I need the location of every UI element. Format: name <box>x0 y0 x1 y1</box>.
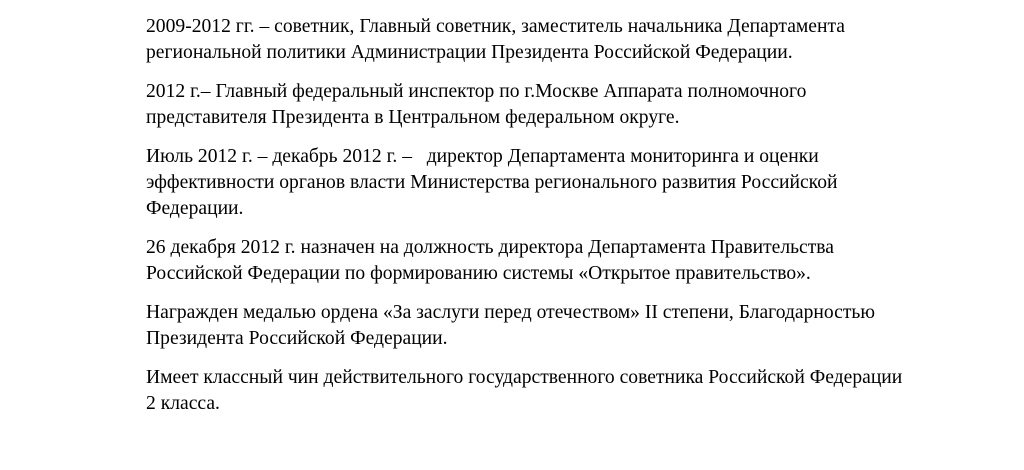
text-line: эффективности органов власти Министерства регионального развития Российской <box>146 172 838 193</box>
paragraph-appointment-open-government <box>146 235 976 287</box>
text-line: 2009-2012 гг. – советник, Главный советник, заместитель начальника Департамента <box>146 16 845 37</box>
text-line: Федерации. <box>146 198 244 219</box>
paragraph-career-2012-director <box>146 144 976 222</box>
paragraph-career-2012-inspector <box>146 79 976 131</box>
text-line: 26 декабря 2012 г. назначен на должность директора Департамента Правительства <box>146 237 834 258</box>
text-line: Награжден медалью ордена «За заслуги перед отечеством» II степени, Благодарностью <box>146 302 876 323</box>
paragraph-career-2009-2012 <box>146 14 976 66</box>
document-body <box>146 14 976 430</box>
text-line: представителя Президента в Центральном федеральном округе. <box>146 107 680 128</box>
text-line: Имеет классный чин действительного государственного советника Российской Федерации <box>146 367 903 388</box>
paragraph-awards <box>146 300 976 352</box>
text-line: Президента Российской Федерации. <box>146 328 448 349</box>
paragraph-class-rank <box>146 365 976 417</box>
text-line: Июль 2012 г. – декабрь 2012 г. – директор Департамента мониторинга и оценки <box>146 146 819 167</box>
text-line: 2012 г.– Главный федеральный инспектор по г.Москве Аппарата полномочного <box>146 81 807 102</box>
text-line: Российской Федерации по формированию системы «Открытое правительство». <box>146 263 811 284</box>
text-line: 2 класса. <box>146 393 220 414</box>
text-line: региональной политики Администрации Президента Российской Федерации. <box>146 42 793 63</box>
